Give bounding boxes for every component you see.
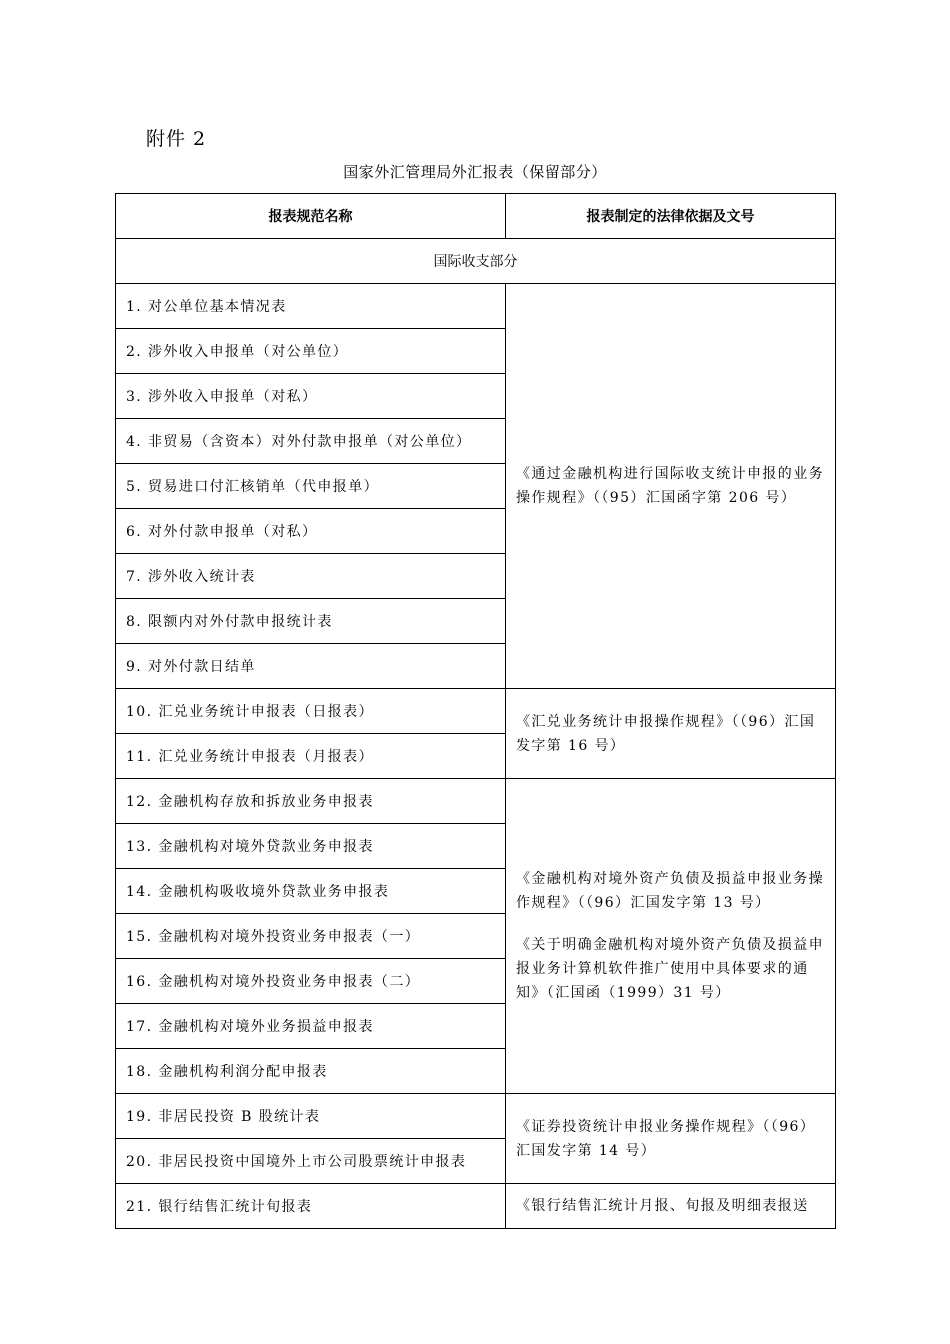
report-item: 11. 汇兑业务统计申报表（月报表） [116,734,506,779]
section-row [116,239,836,284]
report-item: 2. 涉外收入申报单（对公单位） [116,329,506,374]
report-item: 21. 银行结售汇统计旬报表 [116,1184,506,1229]
legal-basis-cell [506,779,836,1094]
report-item: 13. 金融机构对境外贷款业务申报表 [116,824,506,869]
report-item: 16. 金融机构对境外投资业务申报表（二） [116,959,506,1004]
legal-basis-text: 《通过金融机构进行国际收支统计申报的业务操作规程》（（95）汇国函字第 206 号） [516,466,824,506]
document-title: 国家外汇管理局外汇报表（保留部分） [343,163,607,181]
legal-basis-cell [506,1184,836,1229]
table-row [116,1184,836,1229]
legal-basis-cell [506,284,836,689]
report-item: 12. 金融机构存放和拆放业务申报表 [116,779,506,824]
report-item: 1. 对公单位基本情况表 [116,284,506,329]
report-item: 18. 金融机构利润分配申报表 [116,1049,506,1094]
report-item: 8. 限额内对外付款申报统计表 [116,599,506,644]
report-item: 4. 非贸易（含资本）对外付款申报单（对公单位） [116,419,506,464]
table-row [116,284,836,329]
report-item: 5. 贸易进口付汇核销单（代申报单） [116,464,506,509]
legal-basis-text: 《金融机构对境外资产负债及损益申报业务操作规程》（（96）汇国发字第 13 号） [516,871,824,911]
report-item: 19. 非居民投资 B 股统计表 [116,1094,506,1139]
table-row [116,779,836,824]
section-title: 国际收支部分 [116,239,836,284]
report-item: 3. 涉外收入申报单（对私） [116,374,506,419]
report-item: 17. 金融机构对境外业务损益申报表 [116,1004,506,1049]
report-item: 15. 金融机构对境外投资业务申报表（一） [116,914,506,959]
report-item: 7. 涉外收入统计表 [116,554,506,599]
legal-basis-cell [506,1094,836,1184]
report-item: 20. 非居民投资中国境外上市公司股票统计申报表 [116,1139,506,1184]
legal-basis-text: 《关于明确金融机构对境外资产负债及损益申报业务计算机软件推广使用中具体要求的通知》（汇国函（1999）31 号） [516,937,824,1001]
report-item: 10. 汇兑业务统计申报表（日报表） [116,689,506,734]
legal-basis-text: 《证券投资统计申报业务操作规程》（（96）汇国发字第 14 号） [516,1118,816,1159]
report-item: 14. 金融机构吸收境外贷款业务申报表 [116,869,506,914]
legal-basis-cell [506,689,836,779]
table-row [116,1094,836,1139]
header-legal-basis: 报表制定的法律依据及文号 [506,194,836,239]
report-table [115,193,836,1229]
legal-basis-text: 《银行结售汇统计月报、旬报及明细表报送 [516,1198,809,1214]
report-item: 9. 对外付款日结单 [116,644,506,689]
legal-basis-text: 《汇兑业务统计申报操作规程》（（96）汇国发字第 16 号） [516,713,816,754]
table-header-row [116,194,836,239]
attachment-label: 附件 2 [146,128,207,150]
header-report-name: 报表规范名称 [116,194,506,239]
report-item: 6. 对外付款申报单（对私） [116,509,506,554]
table-row [116,689,836,734]
